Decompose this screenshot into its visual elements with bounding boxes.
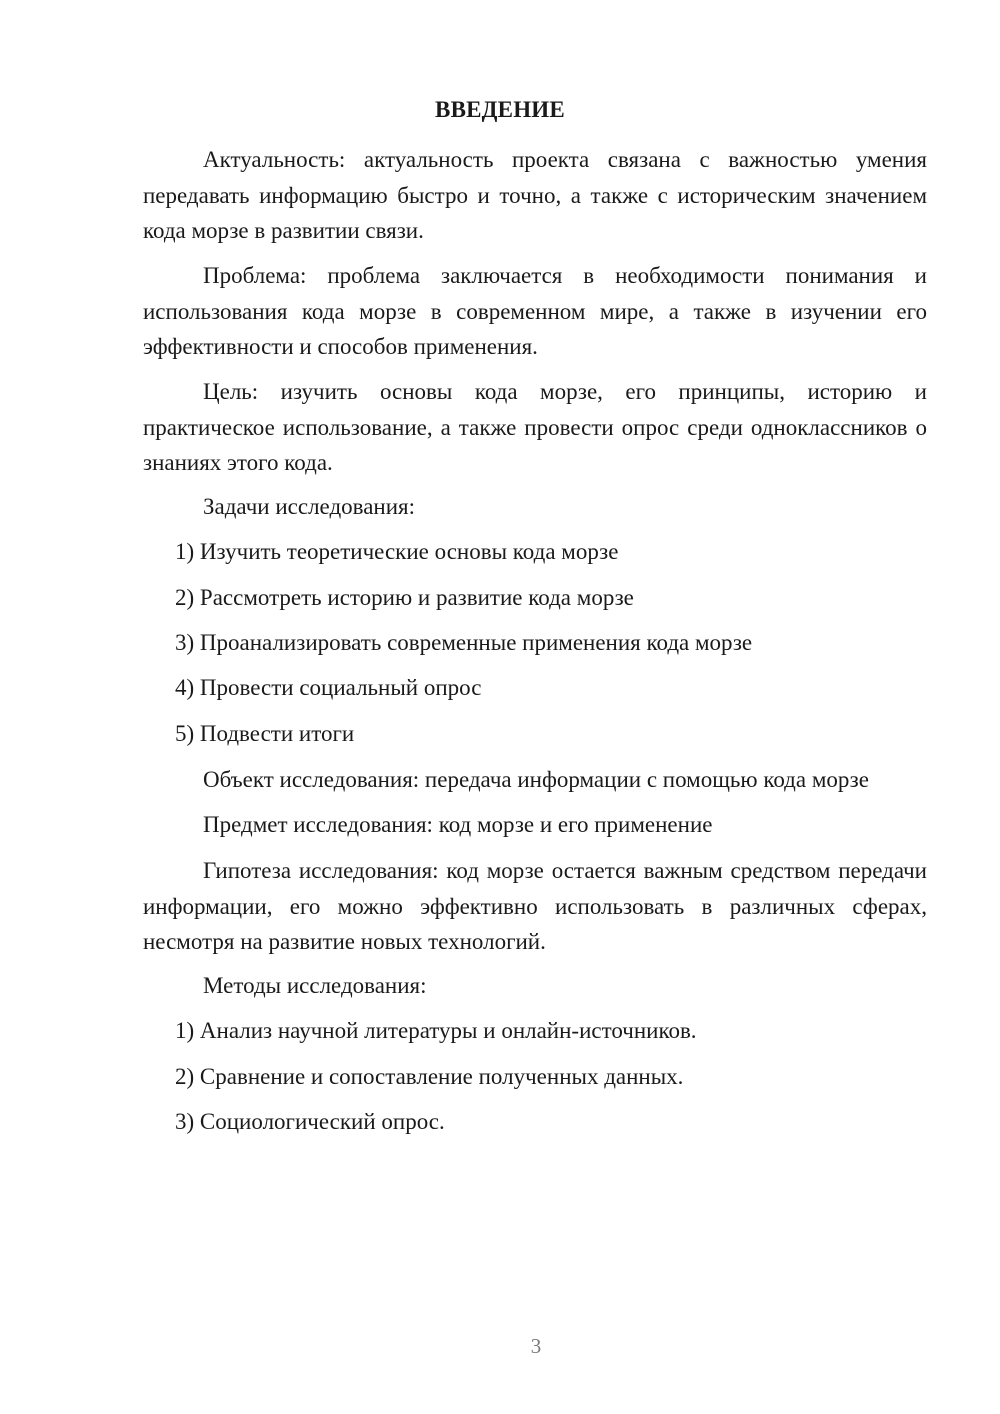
hypothesis-paragraph: Гипотеза исследования: код морзе остается важным средством передачи информации, его можно эффективно использовать в различных сферах, несмотря на развитие новых технологий. [143, 858, 927, 954]
method-item: 1) Анализ научной литературы и онлайн-источников. [175, 1018, 697, 1043]
goal-paragraph: Цель: изучить основы кода морзе, его принципы, историю и практическое использование, а также провести опрос среди одноклассников о знаниях этого кода. [143, 379, 927, 475]
method-item: 3) Социологический опрос. [175, 1109, 445, 1134]
task-item: 3) Проанализировать современные применения кода морзе [175, 630, 753, 655]
method-item: 2) Сравнение и сопоставление полученных данных. [175, 1064, 684, 1089]
page-title: ВВЕДЕНИЕ [435, 97, 565, 122]
problem-paragraph: Проблема: проблема заключается в необходимости понимания и использования кода морзе в современном мире, а также в изучении его эффективности и способов применения. [143, 263, 927, 359]
methods-heading: Методы исследования: [203, 973, 427, 998]
task-item: 5) Подвести итоги [175, 721, 355, 746]
task-item: 1) Изучить теоретические основы кода морзе [175, 539, 619, 564]
tasks-heading: Задачи исследования: [203, 494, 416, 519]
task-item: 2) Рассмотреть историю и развитие кода морзе [175, 585, 634, 610]
relevance-paragraph: Актуальность: актуальность проекта связана с важностью умения передавать информацию быстро и точно, а также с историческим значением кода морзе в развитии связи. [143, 147, 927, 243]
research-subject: Предмет исследования: код морзе и его применение [203, 812, 713, 837]
research-object: Объект исследования: передача информации с помощью кода морзе [203, 767, 869, 792]
task-item: 4) Провести социальный опрос [175, 675, 482, 700]
page-number: 3 [530, 1334, 542, 1358]
